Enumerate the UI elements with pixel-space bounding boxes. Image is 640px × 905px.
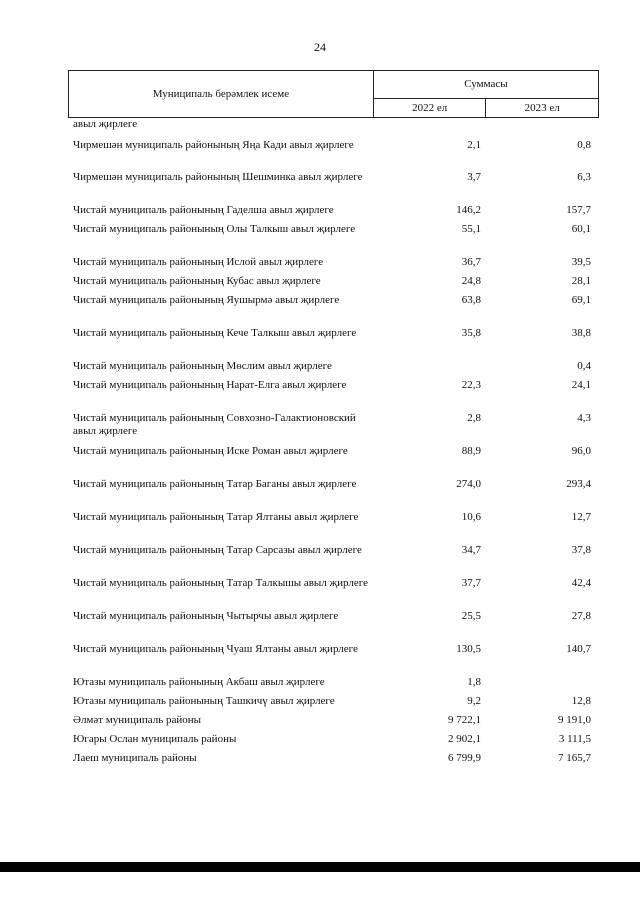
row-name: Чистай муниципаль районының Татар Ялтаны авыл җирлеге bbox=[73, 511, 359, 523]
row-value-2022: 274,0 bbox=[456, 478, 481, 490]
row-value-2022: 6 799,9 bbox=[448, 752, 481, 764]
row-name: Чистай муниципаль районының Яушырмә авыл җирлеге bbox=[73, 294, 340, 306]
row-value-2022: 37,7 bbox=[461, 577, 481, 589]
row-value-2022: 25,5 bbox=[461, 610, 481, 622]
row-value-2022: 1,8 bbox=[467, 676, 481, 688]
row-name: Чистай муниципаль районының Мөслим авыл җирлеге bbox=[73, 360, 332, 372]
row-value-2023: 0,4 bbox=[577, 360, 591, 372]
row-value-2023: 69,1 bbox=[571, 294, 591, 306]
row-value-2022: 3,7 bbox=[467, 171, 481, 183]
row-name: Чистай муниципаль районының Ислой авыл җирлеге bbox=[73, 256, 324, 268]
row-name: Әлмәт муниципаль районы bbox=[73, 714, 202, 726]
row-value-2023: 4,3 bbox=[577, 412, 591, 424]
row-value-2023: 0,8 bbox=[577, 139, 591, 151]
row-name: Чистай муниципаль районының Чытырчы авыл җирлеге bbox=[73, 610, 339, 622]
row-name: Чистай муниципаль районының Татар Баганы авыл җирлеге bbox=[73, 478, 357, 490]
row-value-2023: 96,0 bbox=[571, 445, 591, 457]
column-header-sum: Суммасы bbox=[373, 71, 598, 99]
row-name: Чистай муниципаль районының Кече Талкыш авыл җирлеге bbox=[73, 327, 357, 339]
row-name: Чистай муниципаль районының Гаделша авыл җирлеге bbox=[73, 204, 334, 216]
row-value-2023: 28,1 bbox=[571, 275, 591, 287]
row-value-2023: 6,3 bbox=[577, 171, 591, 183]
row-name: Лаеш муниципаль районы bbox=[73, 752, 197, 764]
row-value-2022: 2,1 bbox=[467, 139, 481, 151]
row-value-2023: 12,7 bbox=[571, 511, 591, 523]
row-value-2022: 10,6 bbox=[461, 511, 481, 523]
row-value-2023: 140,7 bbox=[566, 643, 591, 655]
row-value-2022: 2,8 bbox=[467, 412, 481, 424]
row-value-2022: 9,2 bbox=[467, 695, 481, 707]
row-name: Чистай муниципаль районының Нарат-Елга авыл җирлеге bbox=[73, 379, 347, 391]
column-header-2023: 2023 ел bbox=[486, 98, 599, 117]
row-name: Ютазы муниципаль районының Акбаш авыл җирлеге bbox=[73, 676, 325, 688]
row-value-2023: 24,1 bbox=[571, 379, 591, 391]
row-value-2023: 27,8 bbox=[571, 610, 591, 622]
row-value-2022: 36,7 bbox=[461, 256, 481, 268]
row-value-2022: 2 902,1 bbox=[448, 733, 481, 745]
column-header-2022: 2022 ел bbox=[373, 98, 486, 117]
row-value-2022: 130,5 bbox=[456, 643, 481, 655]
table-header bbox=[68, 70, 599, 118]
row-value-2023: 7 165,7 bbox=[558, 752, 591, 764]
row-value-2023: 3 111,5 bbox=[558, 733, 591, 745]
row-value-2022: 55,1 bbox=[461, 223, 481, 235]
row-name: Чистай муниципаль районының Чуаш Ялтаны авыл җирлеге bbox=[73, 643, 358, 655]
row-name: Чистай муниципаль районының Олы Талкыш авыл җирлеге bbox=[73, 223, 356, 235]
scan-border bbox=[0, 862, 640, 872]
row-value-2022: 146,2 bbox=[456, 204, 481, 216]
row-value-2023: 37,8 bbox=[571, 544, 591, 556]
row-value-2022: 24,8 bbox=[461, 275, 481, 287]
row-value-2022: 35,8 bbox=[461, 327, 481, 339]
row-value-2023: 60,1 bbox=[571, 223, 591, 235]
column-header-name: Муниципаль берәмлек исеме bbox=[69, 71, 374, 118]
row-value-2023: 42,4 bbox=[571, 577, 591, 589]
row-name: Чистай муниципаль районының Татар Сарсазы авыл җирлеге bbox=[73, 544, 362, 556]
row-name: Югары Ослан муниципаль районы bbox=[73, 733, 237, 745]
row-value-2022: 34,7 bbox=[461, 544, 481, 556]
row-value-2023: 157,7 bbox=[566, 204, 591, 216]
row-name: Ютазы муниципаль районының Ташкичү авыл җирлеге bbox=[73, 695, 335, 707]
row-name: Чистай муниципаль районының Кубас авыл җирлеге bbox=[73, 275, 321, 287]
row-name: Чирмешән муниципаль районының Яңа Кади авыл җирлеге bbox=[73, 139, 354, 151]
row-name: Чистай муниципаль районының Иске Роман авыл җирлеге bbox=[73, 445, 348, 457]
row-name: авыл җирлеге bbox=[73, 118, 138, 130]
row-value-2022: 63,8 bbox=[461, 294, 481, 306]
row-value-2023: 38,8 bbox=[571, 327, 591, 339]
row-value-2023: 12,8 bbox=[571, 695, 591, 707]
row-value-2023: 39,5 bbox=[571, 256, 591, 268]
row-value-2022: 22,3 bbox=[461, 379, 481, 391]
row-name: Чистай муниципаль районының Татар Талкышы авыл җирлеге bbox=[73, 577, 369, 589]
page-number: 24 bbox=[314, 40, 326, 54]
row-name: Чистай муниципаль районының Совхозно-Галактионовский авыл җирлеге bbox=[73, 412, 356, 437]
row-value-2023: 9 191,0 bbox=[558, 714, 591, 726]
row-value-2022: 88,9 bbox=[461, 445, 481, 457]
row-value-2023: 293,4 bbox=[566, 478, 591, 490]
row-name: Чирмешән муниципаль районының Шешминка авыл җирлеге bbox=[73, 171, 363, 183]
row-value-2022: 9 722,1 bbox=[448, 714, 481, 726]
